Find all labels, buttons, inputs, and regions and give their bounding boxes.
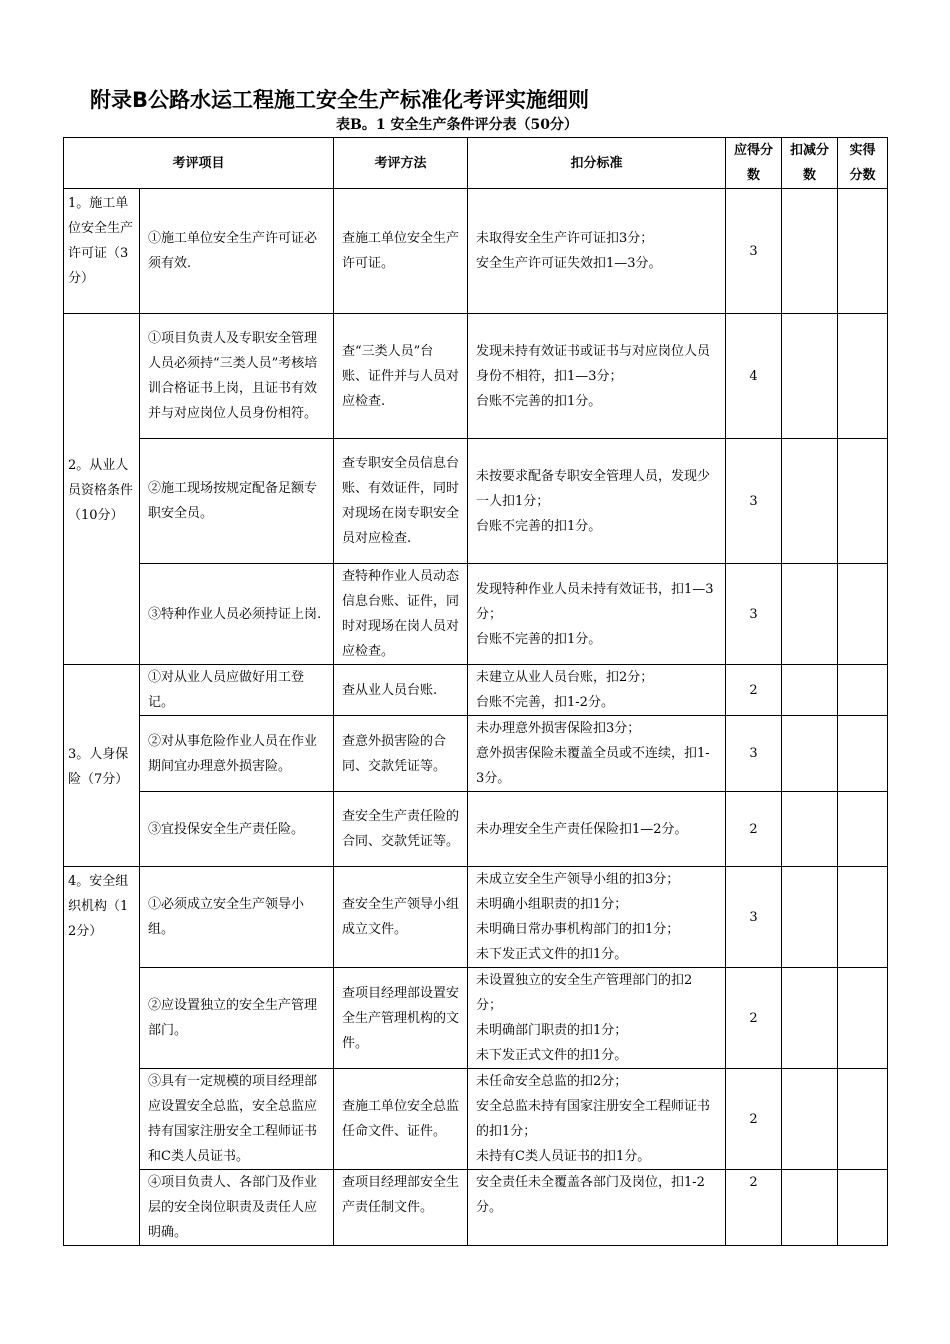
criteria-line: 台账不完善的扣1分。 [476,393,602,409]
actual-cell [838,792,888,867]
table-row [64,1069,888,1170]
criteria-line: 台账不完善的扣1分。 [476,631,602,647]
category-cell: 2。从业人员资格条件（10分） [64,314,140,665]
criteria-cell [468,968,726,1069]
criteria-line: 安全责任未全覆盖各部门及岗位，扣1-2分。 [476,1175,705,1215]
actual-cell [838,716,888,792]
actual-cell [838,314,888,439]
deduct-cell [782,867,838,968]
method-cell: 查专职安全员信息台账、有效证件，同时对现场在岗专职安全员对应检查. [334,439,468,564]
criteria-cell [468,792,726,867]
due-score-cell: 3 [726,564,782,665]
criteria-line: 意外损害保险未覆盖全员或不连续，扣1-3分。 [476,746,710,786]
category-cell: 3。人身保险（7分） [64,665,140,867]
criteria-cell [468,189,726,314]
method-cell: 查项目经理部设置安全生产管理机构的文件。 [334,968,468,1069]
deduct-cell [782,716,838,792]
criteria-cell [468,867,726,968]
actual-cell [838,968,888,1069]
table-row [64,439,888,564]
due-score-cell: 2 [726,792,782,867]
criteria-line: 安全总监未持有国家注册安全工程师证书的扣1分； [476,1099,711,1139]
criteria-line: 发现未持有效证书或证书与对应岗位人员身份不相符，扣1—3分； [476,343,711,384]
criteria-line: 发现特种作业人员未持有效证书，扣1—3分； [476,581,714,622]
criteria-line: 未任命安全总监的扣2分； [476,1074,628,1089]
method-cell: 查项目经理部安全生产责任制文件。 [334,1170,468,1246]
deduct-cell [782,189,838,314]
criteria-line: 未明确小组职责的扣1分； [476,897,628,912]
deduct-cell [782,564,838,665]
due-score-cell: 4 [726,314,782,439]
item-cell: ①施工单位安全生产许可证必须有效. [140,189,334,314]
header-actual: 实得分数 [838,138,888,189]
deduct-cell [782,1170,838,1246]
method-cell: 查意外损害险的合同、交款凭证等。 [334,716,468,792]
page-title: 附录B公路水运工程施工安全生产标准化考评实施细则 [90,88,590,112]
table-title: 表B。1 安全生产条件评分表（50分） [336,117,578,133]
item-cell: ②应设置独立的安全生产管理部门。 [140,968,334,1069]
actual-cell [838,867,888,968]
criteria-line: 未取得安全生产许可证扣3分； [476,231,654,246]
criteria-cell [468,564,726,665]
criteria-line: 未成立安全生产领导小组的扣3分； [476,872,680,887]
deduct-cell [782,439,838,564]
criteria-line: 未按要求配备专职安全管理人员，发现少一人扣1分； [476,468,711,509]
method-cell: 查安全生产责任险的合同、交款凭证等。 [334,792,468,867]
criteria-line: 未设置独立的安全生产管理部门的扣2分； [476,973,693,1013]
method-cell: 查从业人员台账. [334,665,468,716]
due-score-cell: 3 [726,867,782,968]
actual-cell [838,1069,888,1170]
table-row [64,1170,888,1246]
method-cell: 查安全生产领导小组成立文件。 [334,867,468,968]
criteria-line: 台账不完善，扣1-2分。 [476,695,614,710]
deduct-cell [782,968,838,1069]
due-score-cell: 2 [726,665,782,716]
criteria-line: 未建立从业人员台账，扣2分； [476,670,654,685]
header-deduct: 扣减分数 [782,138,838,189]
deduct-cell [782,792,838,867]
deduct-cell [782,665,838,716]
actual-cell [838,1170,888,1246]
criteria-line: 未明确部门职责的扣1分； [476,1023,628,1038]
criteria-cell [468,1170,726,1246]
actual-cell [838,189,888,314]
table-row [64,314,888,439]
actual-cell [838,439,888,564]
criteria-line: 未下发正式文件的扣1分。 [476,947,628,962]
method-cell: 查“三类人员”台账、证件并与人员对应检查. [334,314,468,439]
table-row [64,867,888,968]
deduct-cell [782,314,838,439]
due-score-cell: 2 [726,1170,782,1246]
method-cell: 查特种作业人员动态信息台账、证件，同时对现场在岗人员对应检查。 [334,564,468,665]
criteria-cell [468,314,726,439]
header-due-score: 应得分数 [726,138,782,189]
deduct-cell [782,1069,838,1170]
criteria-line: 未持有C类人员证书的扣1分。 [476,1149,651,1164]
header-criteria: 扣分标准 [468,138,726,189]
item-cell: ③特种作业人员必须持证上岗. [140,564,334,665]
item-cell: ③宜投保安全生产责任险。 [140,792,334,867]
table-row [64,564,888,665]
criteria-line: 未办理意外损害保险扣3分； [476,721,641,736]
header-method: 考评方法 [334,138,468,189]
criteria-cell [468,1069,726,1170]
due-score-cell: 2 [726,1069,782,1170]
criteria-cell [468,665,726,716]
item-cell: ④项目负责人、各部门及作业层的安全岗位职责及责任人应明确。 [140,1170,334,1246]
item-cell: ②施工现场按规定配备足额专职安全员。 [140,439,334,564]
criteria-line: 台账不完善的扣1分。 [476,518,602,534]
table-row [64,189,888,314]
table-row [64,792,888,867]
method-cell: 查施工单位安全生产许可证。 [334,189,468,314]
method-cell: 查施工单位安全总监任命文件、证件。 [334,1069,468,1170]
table-row [64,716,888,792]
item-cell: ①对从业人员应做好用工登记。 [140,665,334,716]
header-row [64,138,888,189]
score-table [63,137,888,1246]
table-row [64,665,888,716]
criteria-cell [468,716,726,792]
criteria-cell [468,439,726,564]
header-item: 考评项目 [64,138,334,189]
category-cell: 1。施工单位安全生产许可证（3分） [64,189,140,314]
criteria-line: 未办理安全生产责任保险扣1—2分。 [476,821,688,837]
category-cell: 4。安全组织机构（12分） [64,867,140,1246]
due-score-cell: 2 [726,968,782,1069]
due-score-cell: 3 [726,716,782,792]
criteria-line: 未明确日常办事机构部门的扣1分； [476,922,680,937]
item-cell: ①必须成立安全生产领导小组。 [140,867,334,968]
criteria-line: 安全生产许可证失效扣1—3分。 [476,256,662,271]
due-score-cell: 3 [726,189,782,314]
actual-cell [838,564,888,665]
item-cell: ①项目负责人及专职安全管理人员必须持“三类人员”考核培训合格证书上岗，且证书有效并与对应岗位人员身份相符。 [140,314,334,439]
item-cell: ③具有一定规模的项目经理部应设置安全总监，安全总监应持有国家注册安全工程师证书和C类人员证书。 [140,1069,334,1170]
actual-cell [838,665,888,716]
item-cell: ②对从事危险作业人员在作业期间宜办理意外损害险。 [140,716,334,792]
table-row [64,968,888,1069]
due-score-cell: 3 [726,439,782,564]
criteria-line: 未下发正式文件的扣1分。 [476,1048,628,1063]
